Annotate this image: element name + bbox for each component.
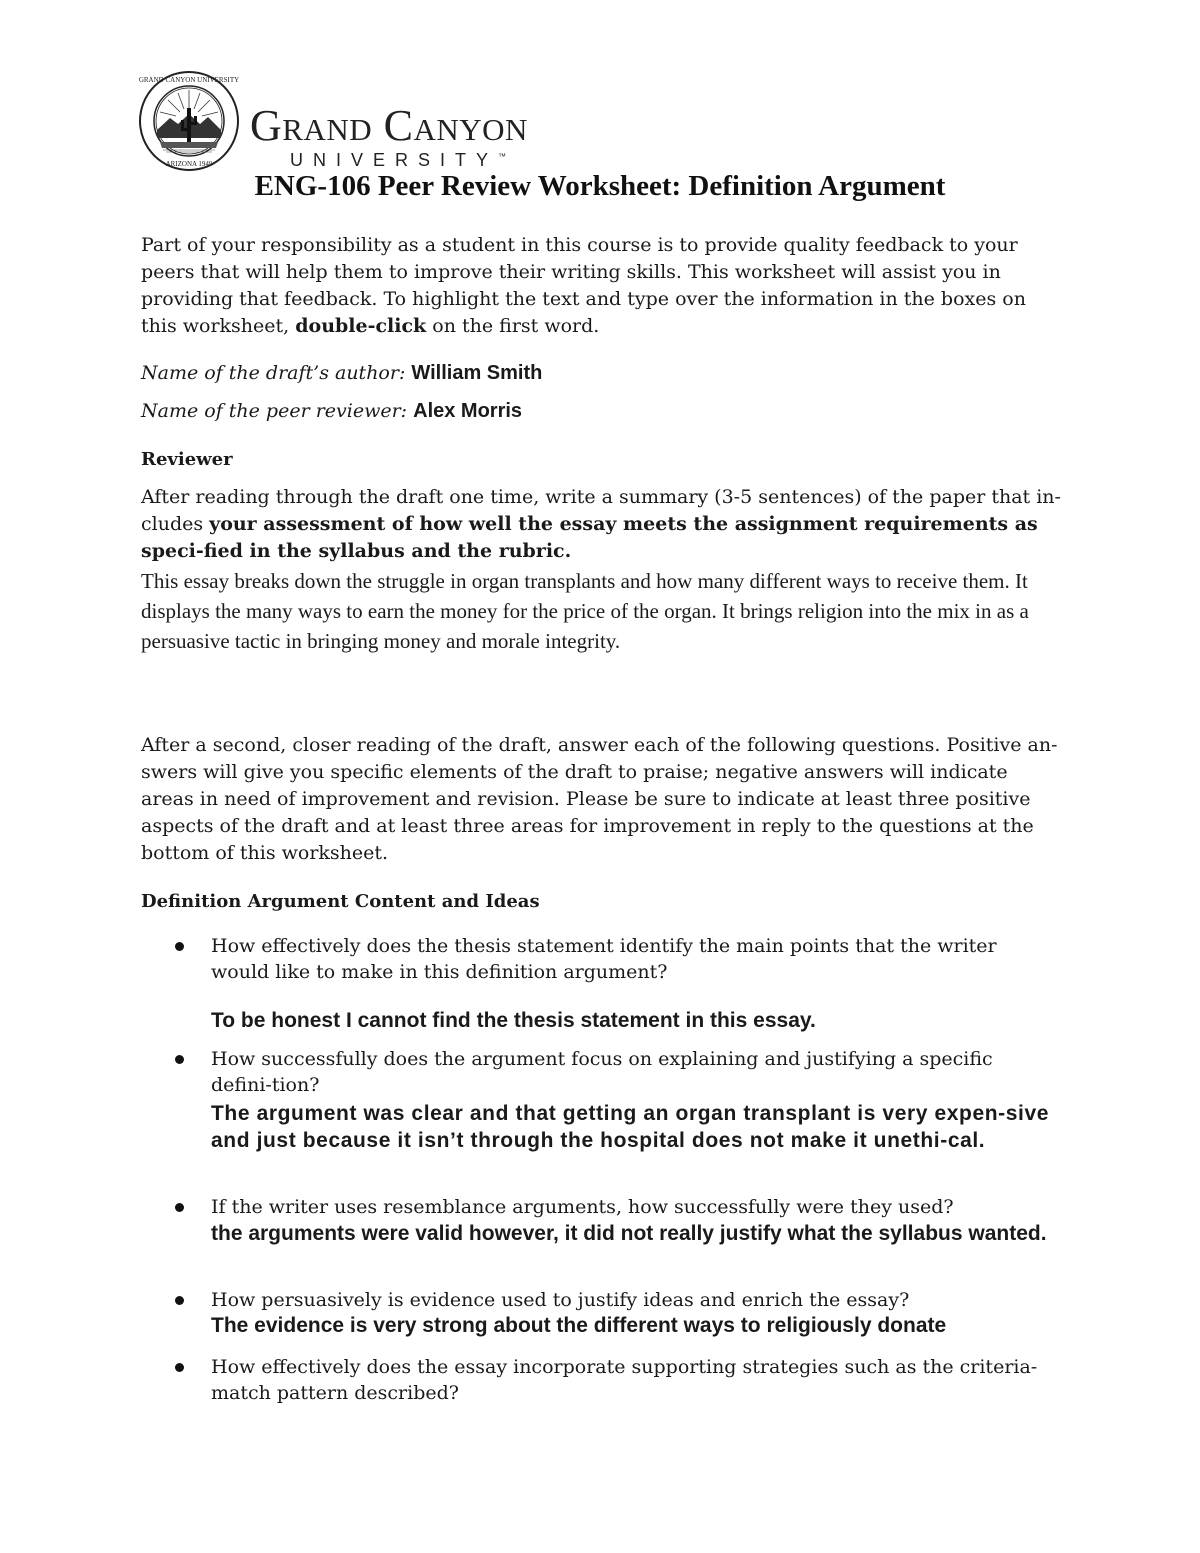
author-value[interactable]: William Smith xyxy=(411,362,543,384)
bullet-icon xyxy=(175,1203,184,1212)
seal-top-text: GRAND CANYON UNIVERSITY xyxy=(138,76,240,84)
intro-text-after: on the first word. xyxy=(426,315,600,337)
reviewer-line xyxy=(141,398,1061,425)
question-text: How effectively does the thesis statement identify the main points that the writer would like to make in this definition argument? xyxy=(211,935,997,983)
wordmark-university: UNIVERSITY xyxy=(290,150,499,170)
bullet-icon xyxy=(175,1363,184,1372)
question-text: How successfully does the argument focus on explaining and justifying a specific defini-tion? xyxy=(211,1048,993,1096)
university-wordmark xyxy=(250,101,528,171)
seal-bottom-text: ARIZONA 1949 xyxy=(165,160,213,168)
reviewer-heading: Reviewer xyxy=(141,449,233,470)
bullet-icon xyxy=(175,1055,184,1064)
reviewer-instr-text: After reading through the draft one time, write a summary (3-5 sentences) of the paper that in-cludes xyxy=(141,486,1061,535)
author-label: Name of the draft’s author: xyxy=(141,362,406,384)
document-title: ENG-106 Peer Review Worksheet: Definition Argument xyxy=(254,170,946,202)
answer-text[interactable]: The argument was clear and that getting an organ transplant is very expen-sive and just because it isn’t through the hospital does not make it unethi-cal. xyxy=(211,1102,1050,1152)
wordmark-name: Grand Canyon xyxy=(250,101,528,150)
wordmark-subtitle xyxy=(290,150,528,171)
answer-text[interactable]: The evidence is very strong about the different ways to religiously donate xyxy=(211,1314,947,1337)
bullet-icon xyxy=(175,942,184,951)
university-seal-logo xyxy=(138,70,240,172)
content-ideas-heading: Definition Argument Content and Ideas xyxy=(141,891,540,912)
intro-text-bold: double-click xyxy=(295,315,427,337)
answer-text[interactable]: the arguments were valid however, it did not really justify what the syllabus wanted. xyxy=(211,1222,1047,1245)
author-line xyxy=(141,360,1061,387)
question-text: If the writer uses resemblance arguments, how successfully were they used? xyxy=(211,1196,954,1218)
intro-text-before: Part of your responsibility as a student in this course is to provide quality feedback to your peers that will help them to improve their writing skills. This worksheet will assist you in providing that feedback. To highlight the text and type over the information in the boxes on this worksheet, xyxy=(141,234,1026,337)
question-text: How effectively does the essay incorporate supporting strategies such as the criteria-match pattern described? xyxy=(211,1356,1038,1404)
answer-text[interactable]: To be honest I cannot find the thesis statement in this essay. xyxy=(211,1009,816,1032)
reviewer-instructions xyxy=(141,484,1061,565)
reviewer-label: Name of the peer reviewer: xyxy=(141,400,408,422)
trademark-symbol: ™ xyxy=(498,152,507,161)
second-reading-instructions: After a second, closer reading of the draft, answer each of the following questions. Positive an-swers will give you specific elements of the draft to praise; negative answers will indicate areas in need of improvement and revision. Please be sure to indicate at least three positive aspects of the draft and at least three areas for improvement in reply to the questions at the bottom of this worksheet. xyxy=(141,734,1058,864)
intro-paragraph xyxy=(141,232,1061,340)
reviewer-instr-bold: your assessment of how well the essay meets the assignment requirements as speci-fied in the syllabus and the rubric. xyxy=(141,513,1038,562)
question-text: How persuasively is evidence used to justify ideas and enrich the essay? xyxy=(211,1289,910,1311)
bullet-icon xyxy=(175,1296,184,1305)
summary-answer[interactable]: This essay breaks down the struggle in organ transplants and how many different ways to receive them. It displays the many ways to earn the money for the price of the organ. It brings religion into the mix in as a persuasive tactic in bringing money and morale integrity. xyxy=(141,569,1029,653)
reviewer-value[interactable]: Alex Morris xyxy=(413,400,523,422)
